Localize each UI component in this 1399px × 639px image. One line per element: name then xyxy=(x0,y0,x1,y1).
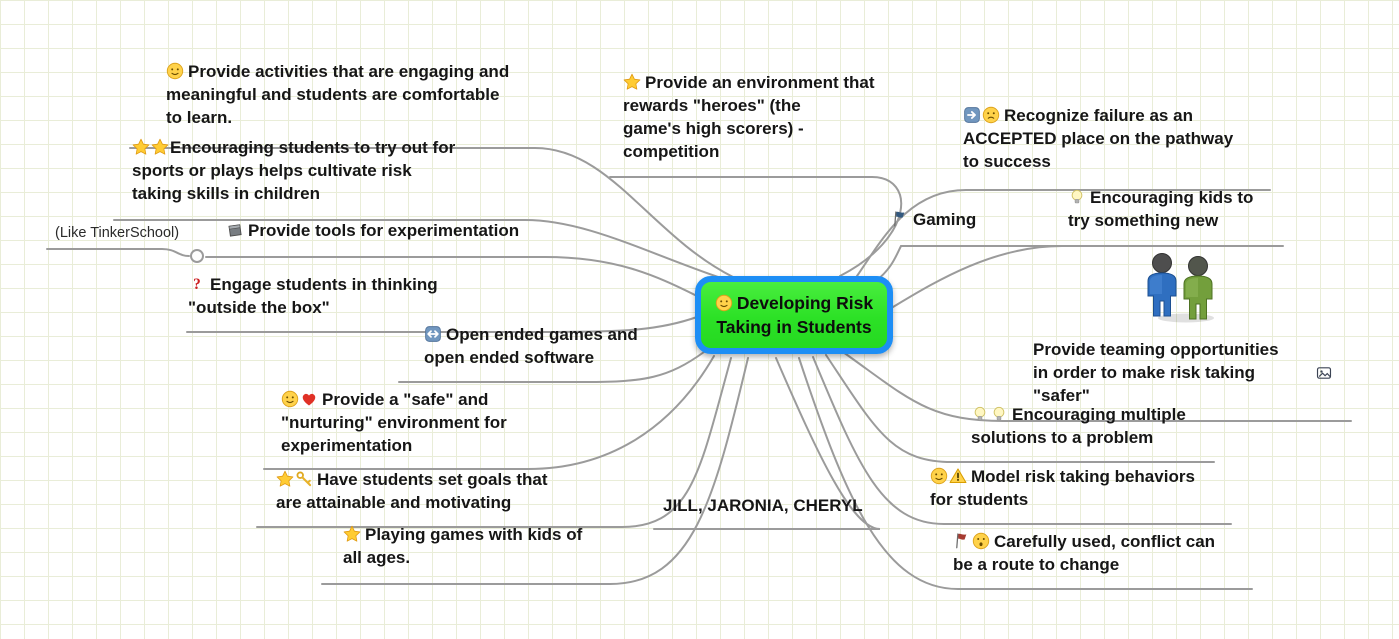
topic-label-line: all ages. xyxy=(343,548,411,567)
star-icon xyxy=(132,138,150,156)
topic-label-line: competition xyxy=(623,142,720,161)
star-icon xyxy=(276,470,294,488)
sad-face-icon xyxy=(972,532,990,550)
topic-label-line: Provide teaming opportunities xyxy=(1033,340,1279,359)
topic-multiple-solutions[interactable] xyxy=(971,403,1186,449)
arrow-right-icon xyxy=(963,106,981,124)
green-person xyxy=(1184,257,1212,320)
topic-label-line: Recognize failure as an xyxy=(1004,106,1193,125)
star-icon xyxy=(151,138,169,156)
topic-label-line: sports or plays helps cultivate risk xyxy=(132,161,412,180)
arrows-leftright-icon xyxy=(424,325,442,343)
blue-person xyxy=(1148,254,1176,317)
topic-label-line: meaningful and students are comfortable xyxy=(166,85,500,104)
smiley-icon xyxy=(715,294,733,312)
topic-label-line: game's high scorers) - xyxy=(623,119,804,138)
topic-label-line: Provide an environment that xyxy=(645,73,875,92)
bulb-icon xyxy=(971,405,989,423)
star-icon xyxy=(343,525,361,543)
branch-junction-circle[interactable] xyxy=(191,250,203,262)
folder-icon xyxy=(226,221,244,239)
topic-label-line: taking skills in children xyxy=(132,184,320,203)
confused-face-icon xyxy=(982,106,1000,124)
topic-label-line: experimentation xyxy=(281,436,413,455)
question-icon xyxy=(188,275,206,293)
branch-kids-new xyxy=(888,246,1062,310)
topic-playing-games[interactable] xyxy=(343,523,582,569)
topic-safe-environment[interactable] xyxy=(281,388,507,457)
topic-authors[interactable] xyxy=(663,494,863,517)
topic-label-line: Encouraging multiple xyxy=(1012,405,1186,424)
topic-label-line: (Like TinkerSchool) xyxy=(55,225,180,241)
topic-label-line: Engage students in thinking xyxy=(210,275,438,294)
topic-gaming[interactable] xyxy=(891,208,976,231)
topic-label-line: Encouraging students to try out for xyxy=(170,138,456,157)
topic-open-ended[interactable] xyxy=(424,323,638,369)
image-attachment-icon[interactable] xyxy=(1315,364,1333,382)
topic-label-line: ACCEPTED place on the pathway xyxy=(963,129,1234,148)
smiley-icon xyxy=(281,390,299,408)
topic-label-line: solutions to a problem xyxy=(971,428,1154,447)
topic-model-behaviors[interactable] xyxy=(930,465,1195,511)
branch-provide-env xyxy=(610,177,901,276)
topic-label-line: "nurturing" environment for xyxy=(281,413,507,432)
two-people-image[interactable] xyxy=(1138,250,1230,324)
topic-label-line: JILL, JARONIA, CHERYL xyxy=(663,496,863,515)
topic-label-line: "outside the box" xyxy=(188,298,330,317)
topic-provide-tools[interactable] xyxy=(226,219,519,242)
topic-label-line: in order to make risk taking xyxy=(1033,363,1256,382)
topic-label-line: try something new xyxy=(1068,211,1219,230)
heart-icon xyxy=(300,390,318,408)
topic-label-line: for students xyxy=(930,490,1029,509)
warning-icon xyxy=(949,467,967,485)
topic-recognize-failure[interactable] xyxy=(963,104,1233,173)
star-icon xyxy=(623,73,641,91)
topic-label-line: Have students set goals that xyxy=(317,470,548,489)
topic-label-line: Carefully used, conflict can xyxy=(994,532,1216,551)
topic-engage-students[interactable] xyxy=(188,273,438,319)
key-icon xyxy=(295,470,313,488)
topic-set-goals[interactable] xyxy=(276,468,548,514)
central-topic-label-line: Developing Risk xyxy=(736,293,874,313)
smiley-icon xyxy=(166,62,184,80)
topic-conflict-change[interactable] xyxy=(953,530,1215,576)
topic-label-line: to success xyxy=(963,152,1051,171)
topic-label-line: open ended software xyxy=(424,348,595,367)
topic-label-line: Playing games with kids of xyxy=(365,525,583,544)
topic-label-line: are attainable and motivating xyxy=(276,493,512,512)
topic-label-line: Provide activities that are engaging and xyxy=(188,62,510,81)
topic-try-something-new[interactable] xyxy=(1068,186,1253,232)
bulb-icon xyxy=(990,405,1008,423)
topic-label-line: Provide tools for experimentation xyxy=(248,221,520,240)
topic-encouraging-sports[interactable] xyxy=(132,136,455,205)
topic-rewards-heroes[interactable] xyxy=(623,71,875,163)
topic-label-line: Gaming xyxy=(913,210,977,229)
flag-red-icon xyxy=(953,532,971,550)
topic-label-line: Provide a "safe" and xyxy=(322,390,489,409)
topic-label-line: to learn. xyxy=(166,108,233,127)
topic-label-line: be a route to change xyxy=(953,555,1120,574)
topic-label-line: rewards "heroes" (the xyxy=(623,96,801,115)
topic-provide-activities[interactable] xyxy=(166,60,509,129)
bulb-icon xyxy=(1068,188,1086,206)
central-topic-label-line: Taking in Students xyxy=(716,317,872,337)
topic-label-line: Open ended games and xyxy=(446,325,638,344)
topic-label-line: Model risk taking behaviors xyxy=(971,467,1195,486)
topic-tinkerschool[interactable] xyxy=(55,222,179,245)
central-topic[interactable] xyxy=(695,276,893,354)
topic-label-line: Encouraging kids to xyxy=(1090,188,1254,207)
smiley-icon xyxy=(930,467,948,485)
topic-teaming[interactable] xyxy=(1033,338,1279,407)
branch-tinker xyxy=(47,249,189,256)
flag-blue-icon xyxy=(891,210,909,228)
topic-label-line: "safer" xyxy=(1033,386,1090,405)
